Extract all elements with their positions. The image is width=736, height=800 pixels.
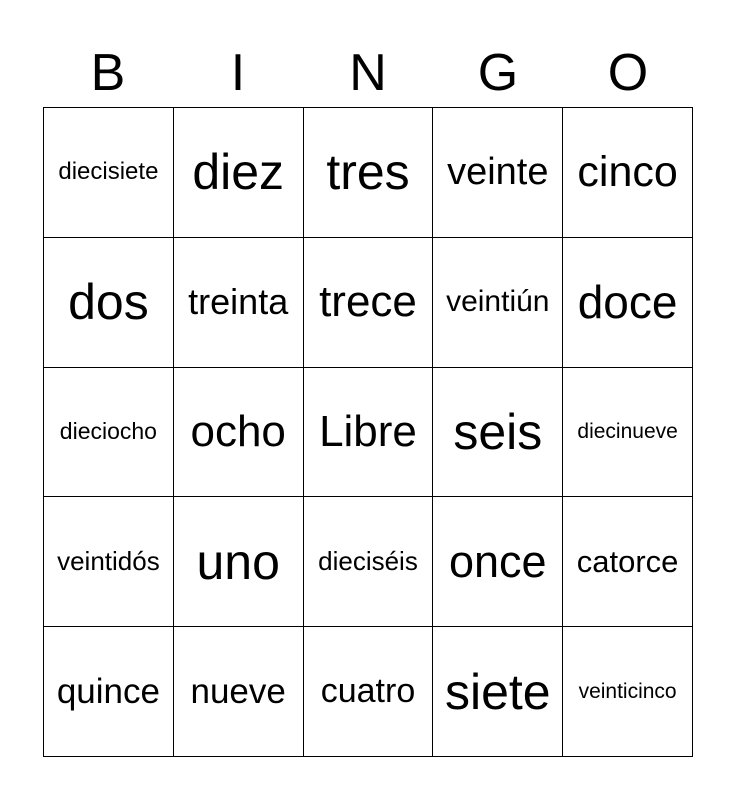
bingo-cell-r5-c2[interactable]: nueve (174, 627, 304, 757)
bingo-cell-r3-c2[interactable]: ocho (174, 368, 304, 498)
bingo-cell-r2-c1[interactable]: dos (44, 238, 174, 368)
bingo-cell-r2-c4[interactable]: veintiún (433, 238, 563, 368)
bingo-cell-free[interactable]: Libre (304, 368, 434, 498)
header-letter-n: N (349, 44, 387, 102)
bingo-cell-r1-c3[interactable]: tres (304, 108, 434, 238)
bingo-header (43, 40, 693, 106)
bingo-cell-r4-c1[interactable]: veintidós (44, 497, 174, 627)
bingo-board (43, 107, 693, 757)
bingo-cell-r3-c1[interactable]: dieciocho (44, 368, 174, 498)
header-letter-o: O (607, 44, 649, 102)
bingo-cell-r3-c5[interactable]: diecinueve (563, 368, 693, 498)
header-letter-b: B (90, 44, 126, 102)
bingo-cell-r1-c4[interactable]: veinte (433, 108, 563, 238)
bingo-cell-r2-c3[interactable]: trece (304, 238, 434, 368)
bingo-cell-r1-c1[interactable]: diecisiete (44, 108, 174, 238)
bingo-cell-r4-c3[interactable]: dieciséis (304, 497, 434, 627)
header-letter-g: G (477, 44, 519, 102)
bingo-cell-r4-c2[interactable]: uno (174, 497, 304, 627)
bingo-cell-r3-c4[interactable]: seis (433, 368, 563, 498)
header-letter-i: I (230, 44, 246, 102)
bingo-cell-r4-c4[interactable]: once (433, 497, 563, 627)
bingo-cell-r5-c5[interactable]: veinticinco (563, 627, 693, 757)
bingo-cell-r2-c2[interactable]: treinta (174, 238, 304, 368)
bingo-cell-r2-c5[interactable]: doce (563, 238, 693, 368)
bingo-cell-r1-c5[interactable]: cinco (563, 108, 693, 238)
bingo-cell-r1-c2[interactable]: diez (174, 108, 304, 238)
bingo-cell-r5-c3[interactable]: cuatro (304, 627, 434, 757)
bingo-cell-r5-c1[interactable]: quince (44, 627, 174, 757)
bingo-cell-r5-c4[interactable]: siete (433, 627, 563, 757)
bingo-cell-r4-c5[interactable]: catorce (563, 497, 693, 627)
